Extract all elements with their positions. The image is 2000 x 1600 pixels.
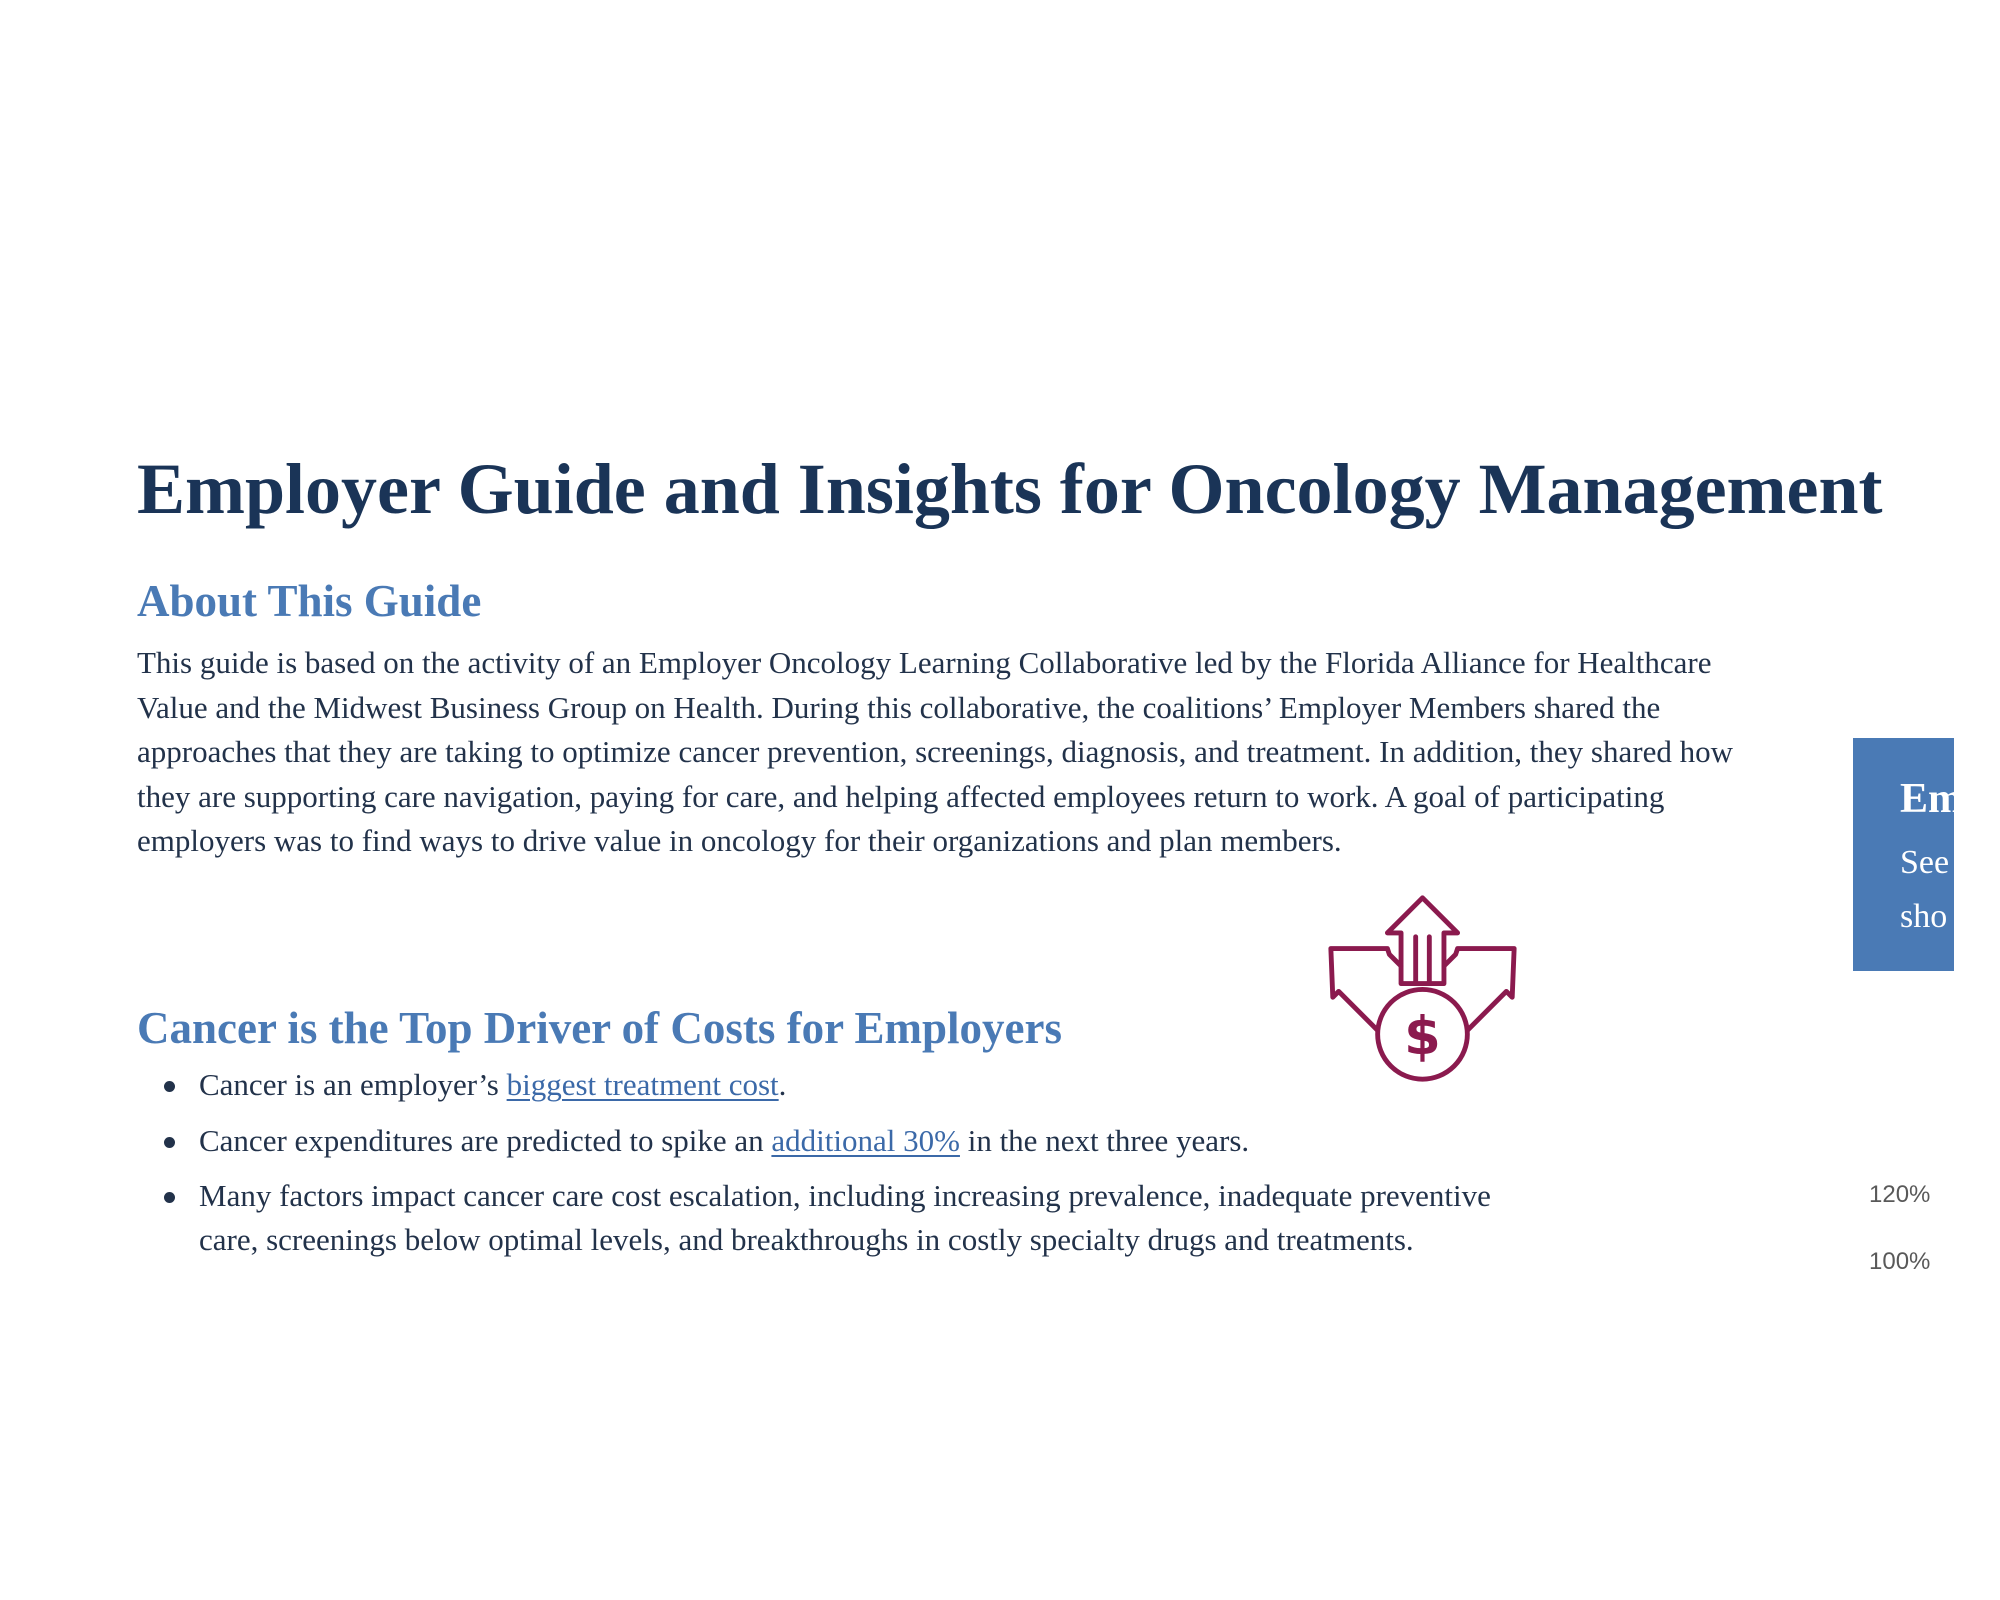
- bullet-text: Cancer expenditures are predicted to spike an: [199, 1122, 772, 1158]
- callout-box: [1853, 738, 1963, 971]
- callout-title: Em: [1900, 776, 1963, 822]
- bullet-text: .: [778, 1067, 787, 1102]
- chart-axis-label: 100%: [1869, 1248, 1931, 1275]
- bullet-text: Many factors impact cancer care cost escalation, including increasing prevalence, inadequate preventive care, screenings below optimal levels, and breakthroughs in costly specialty drugs and treatments.: [199, 1178, 1491, 1257]
- bullet-dot: [164, 1081, 175, 1092]
- list-item: [137, 1119, 1537, 1163]
- chart-axis-label: 120%: [1869, 1181, 1931, 1208]
- list-item: [137, 1174, 1537, 1261]
- about-paragraph: This guide is based on the activity of an Employer Oncology Learning Collaborative led by the Florida Alliance for Healthcare Value and the Midwest Business Group on Health. During this collaborative, the coalitions’ Employer Members shared the approaches that they are taking to optimize cancer prevention, screenings, diagnosis, and treatment. In addition, they shared how they are supporting care navigation, paying for care, and helping affected employees return to work. A goal of participating employers was to find ways to drive value in oncology for their organizations and plan members.: [137, 645, 1733, 858]
- callout-text-line: See: [1900, 844, 1950, 881]
- cost-bullet-list: [137, 1063, 1537, 1273]
- dollar-symbol: $: [1404, 1005, 1441, 1067]
- bullet-dot: [164, 1137, 175, 1148]
- callout-text-line: sho: [1900, 898, 1948, 935]
- document-title: Employer Guide and Insights for Oncology Management: [137, 449, 1883, 529]
- costs-heading: Cancer is the Top Driver of Costs for Employers: [137, 1003, 1062, 1053]
- list-item: [137, 1063, 1537, 1107]
- biggest-treatment-cost-link[interactable]: biggest treatment cost: [506, 1067, 779, 1102]
- bullet-text: Cancer is an employer’s: [199, 1067, 507, 1102]
- about-heading: About This Guide: [137, 576, 482, 626]
- bullet-text: in the next three years.: [959, 1122, 1250, 1158]
- additional-30-percent-link[interactable]: additional 30%: [771, 1122, 960, 1158]
- rising-cost-dollar-icon: [1325, 890, 1520, 1085]
- bullet-dot: [164, 1192, 175, 1203]
